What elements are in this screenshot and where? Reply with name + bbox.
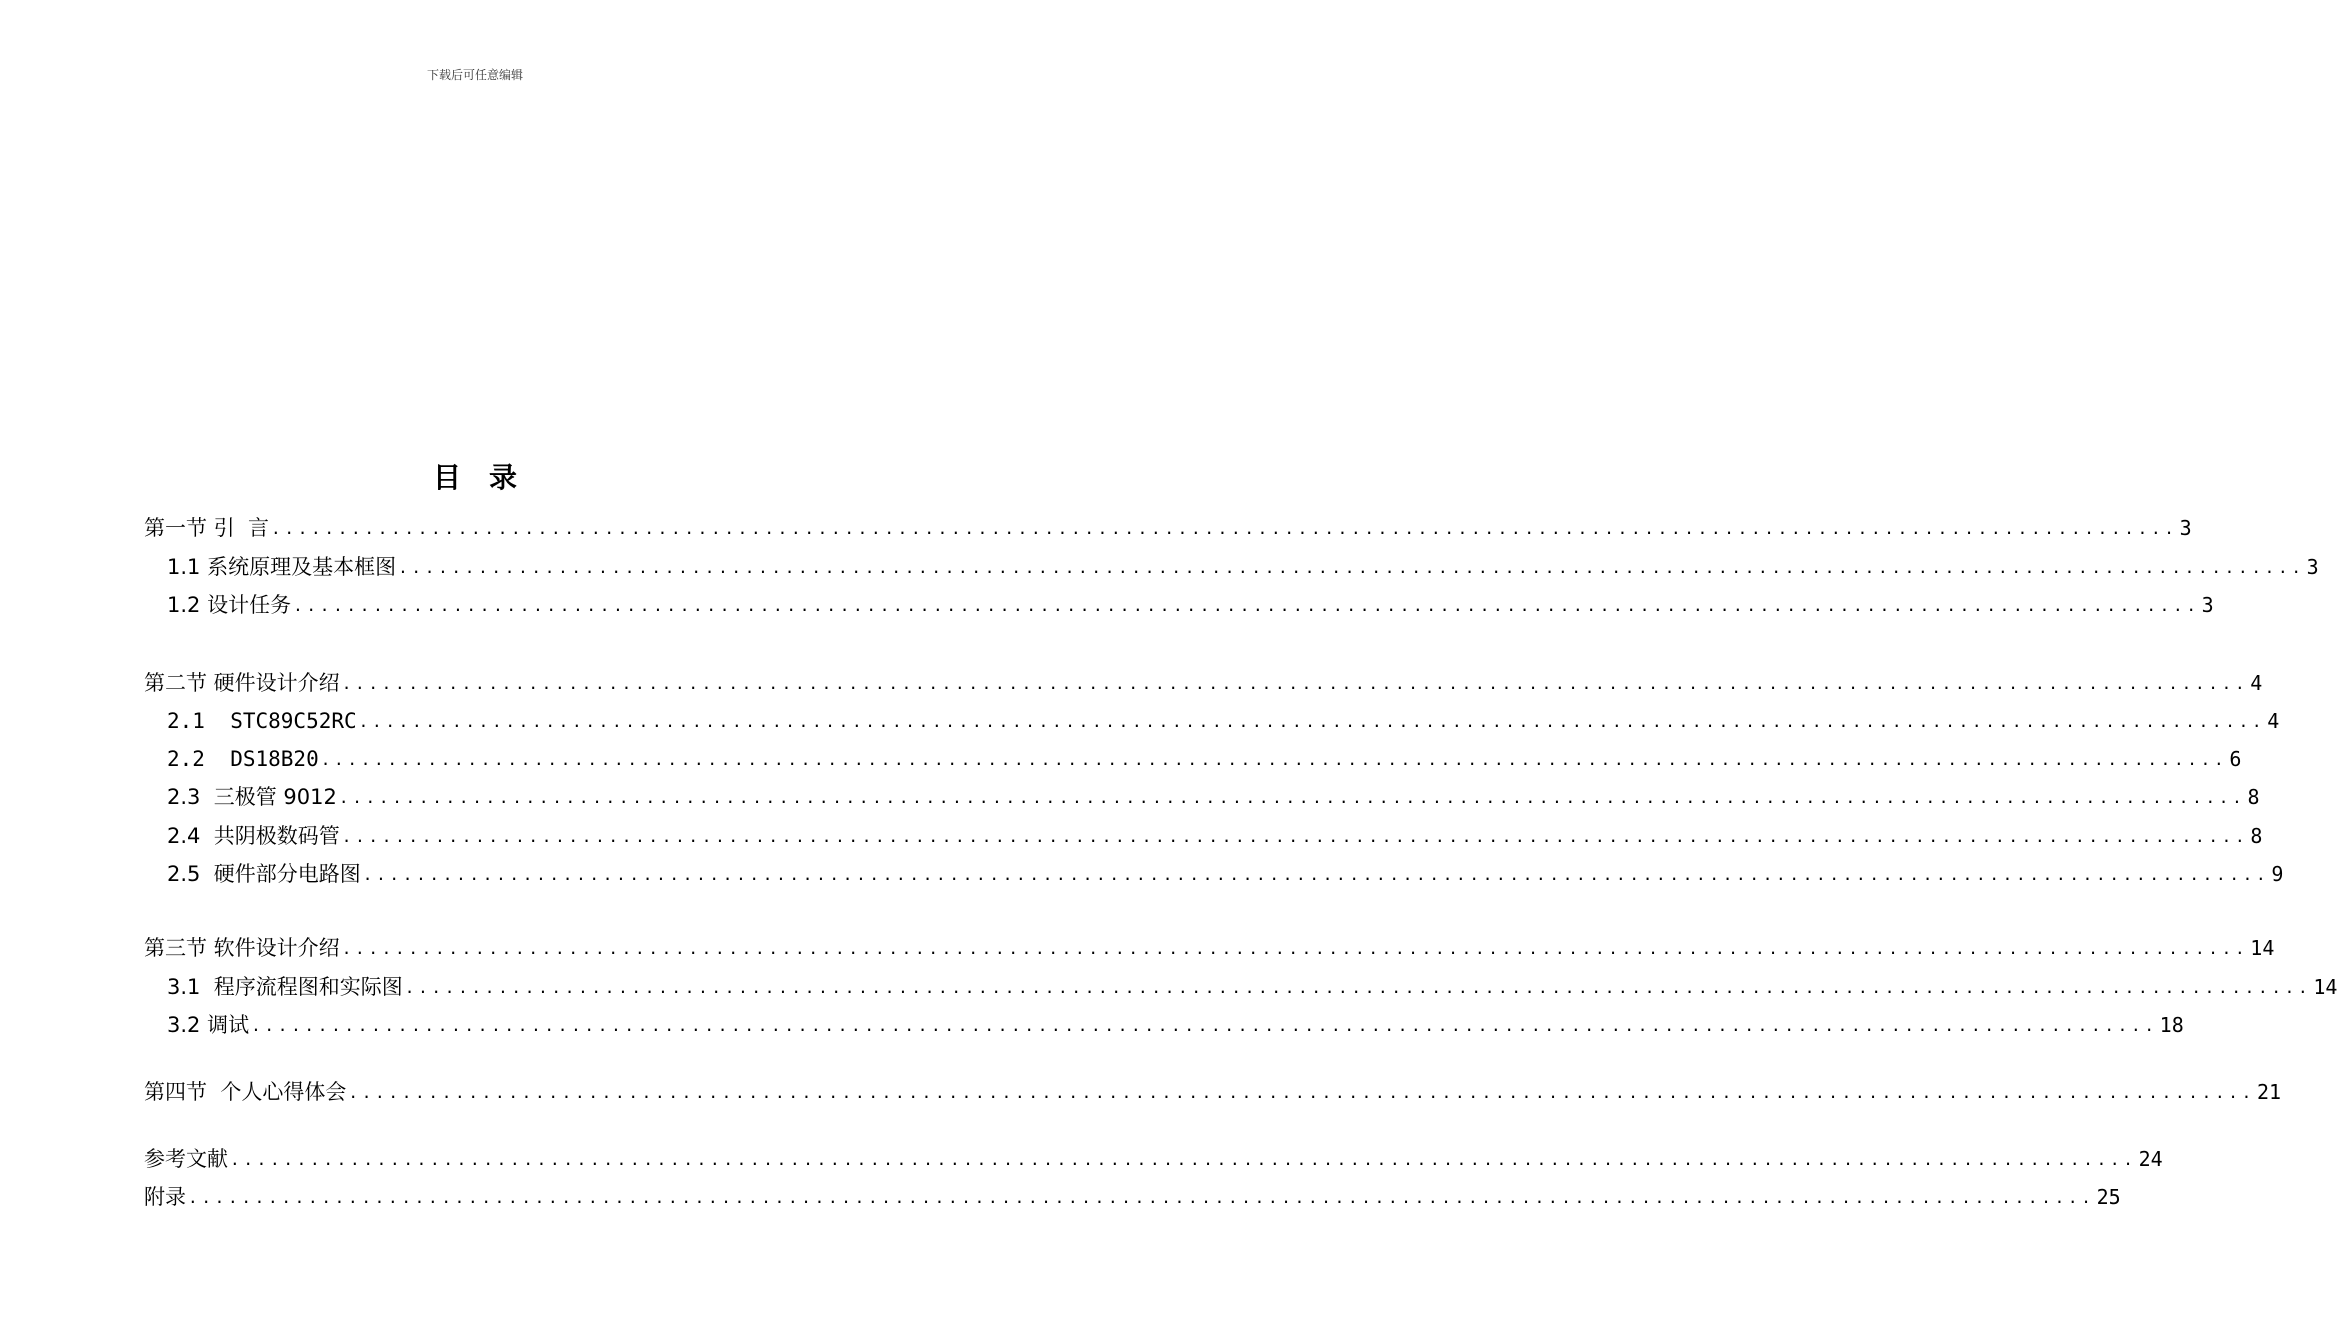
toc-leader-dots: ............................................................................................................................................... xyxy=(341,939,2249,958)
toc-entry-references[interactable] xyxy=(144,1141,2163,1171)
toc-entry-section-1[interactable] xyxy=(144,510,2192,540)
toc-entry-page: 14 xyxy=(2250,936,2275,960)
toc-entry-page: 21 xyxy=(2256,1080,2282,1104)
toc-entry-label: 2.1 STC89C52RC xyxy=(167,709,357,733)
toc-leader-dots: ............................................................................................................................................... xyxy=(230,1150,2137,1169)
toc-entry-page: 18 xyxy=(2159,1013,2184,1037)
toc-entry-label: 第一节 引 言 xyxy=(144,516,270,540)
toc-entry-2-3[interactable] xyxy=(167,779,2260,809)
toc-entry-page: 4 xyxy=(2250,671,2263,695)
toc-entry-page: 25 xyxy=(2096,1185,2121,1209)
toc-entry-page: 8 xyxy=(2247,785,2260,809)
toc-entry-label: 1.1 系统原理及基本框图 xyxy=(167,555,397,579)
toc-entry-label: 3.1 程序流程图和实际图 xyxy=(167,975,403,999)
toc-leader-dots: ............................................................................................................................................... xyxy=(271,519,2178,538)
toc-entry-appendix[interactable] xyxy=(144,1179,2121,1209)
page-header-note: 下载后可任意编辑 xyxy=(426,68,523,82)
toc-leader-dots: ............................................................................................................................................... xyxy=(341,674,2249,693)
toc-leader-dots: ............................................................................................................................................... xyxy=(358,712,2266,731)
toc-leader-dots: ............................................................................................................................................... xyxy=(251,1016,2158,1035)
toc-entry-page: 3 xyxy=(2201,593,2214,617)
toc-entry-2-5[interactable] xyxy=(167,856,2284,886)
toc-entry-label: 2.4 共阴极数码管 xyxy=(167,824,340,848)
toc-title: 目录 xyxy=(432,461,545,494)
toc-entry-1-1[interactable] xyxy=(167,549,2319,579)
toc-entry-page: 6 xyxy=(2229,747,2242,771)
toc-entry-label: 第二节 硬件设计介绍 xyxy=(144,671,340,695)
toc-leader-dots: ............................................................................................................................................... xyxy=(404,978,2312,997)
toc-entry-label: 第三节 软件设计介绍 xyxy=(144,936,340,960)
toc-entry-page: 3 xyxy=(2306,555,2319,579)
toc-entry-3-1[interactable] xyxy=(167,969,2337,999)
toc-entry-2-1[interactable] xyxy=(167,703,2280,733)
toc-entry-label: 1.2 设计任务 xyxy=(167,593,292,617)
toc-entry-3-2[interactable] xyxy=(167,1007,2184,1037)
toc-leader-dots: ............................................................................................................................................... xyxy=(348,1083,2255,1102)
toc-entry-label: 2.2 DS18B20 xyxy=(167,747,319,771)
toc-entry-label: 2.5 硬件部分电路图 xyxy=(167,862,361,886)
toc-entry-page: 9 xyxy=(2271,862,2284,886)
toc-leader-dots: ............................................................................................................................................... xyxy=(293,596,2200,615)
toc-entry-label: 参考文献 xyxy=(144,1147,228,1171)
toc-leader-dots: ............................................................................................................................................... xyxy=(398,558,2305,577)
toc-entry-page: 3 xyxy=(2179,516,2192,540)
toc-leader-dots: ............................................................................................................................................... xyxy=(320,750,2228,769)
toc-entry-label: 附录 xyxy=(144,1185,186,1209)
toc-entry-label: 第四节 个人心得体会 xyxy=(144,1080,347,1104)
toc-entry-label: 2.3 三极管 9012 xyxy=(167,785,337,809)
toc-entry-section-2[interactable] xyxy=(144,665,2263,695)
toc-entry-page: 24 xyxy=(2138,1147,2163,1171)
toc-entry-section-4[interactable] xyxy=(144,1074,2282,1104)
toc-leader-dots: ............................................................................................................................................... xyxy=(362,865,2270,884)
toc-entry-2-4[interactable] xyxy=(167,818,2263,848)
toc-entry-2-2[interactable] xyxy=(167,741,2242,771)
toc-entry-section-3[interactable] xyxy=(144,930,2275,960)
toc-entry-page: 4 xyxy=(2267,709,2280,733)
toc-entry-1-2[interactable] xyxy=(167,587,2214,617)
toc-entry-page: 8 xyxy=(2250,824,2263,848)
toc-leader-dots: ............................................................................................................................................... xyxy=(338,788,2246,807)
toc-entry-page: 14 xyxy=(2313,975,2337,999)
toc-leader-dots: ............................................................................................................................................... xyxy=(188,1188,2095,1207)
toc-entry-label: 3.2 调试 xyxy=(167,1013,250,1037)
toc-leader-dots: ............................................................................................................................................... xyxy=(341,827,2249,846)
